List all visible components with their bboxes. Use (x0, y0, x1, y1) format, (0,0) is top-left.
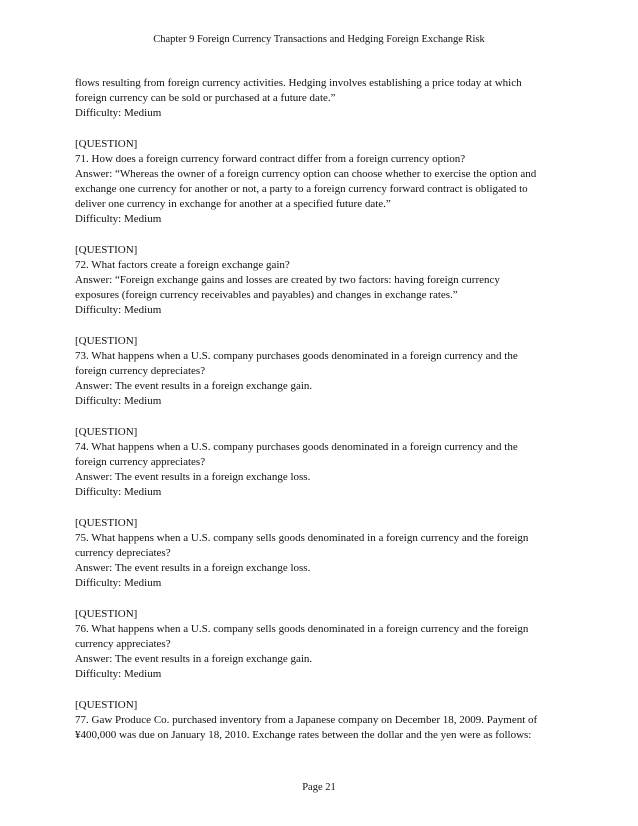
answer-text: Answer: “Whereas the owner of a foreign currency option can choose whether to exercise the option and (75, 168, 537, 180)
difficulty-line: Difficulty: Medium (75, 304, 162, 316)
difficulty-line: Difficulty: Medium (75, 668, 162, 680)
question-tag: [QUESTION] (75, 608, 138, 620)
question-tag: [QUESTION] (75, 517, 138, 529)
question-73 (75, 334, 575, 409)
answer-text: Answer: The event results in a foreign exchange gain. (75, 653, 313, 665)
question-text: 77. Gaw Produce Co. purchased inventory from a Japanese company on December 18, 2009. Payment of (75, 714, 538, 726)
answer-text: Answer: The event results in a foreign exchange loss. (75, 471, 311, 483)
question-tag: [QUESTION] (75, 699, 138, 711)
question-72 (75, 243, 575, 318)
question-tag: [QUESTION] (75, 335, 138, 347)
page-header: Chapter 9 Foreign Currency Transactions and Hedging Foreign Exchange Risk (153, 34, 485, 45)
answer-text: exchange one currency for another or not, a party to a foreign currency forward contract is obligated to (75, 183, 528, 195)
question-tag: [QUESTION] (75, 244, 138, 256)
difficulty-line: Difficulty: Medium (75, 395, 162, 407)
question-text: 75. What happens when a U.S. company sells goods denominated in a foreign currency and the foreign (75, 532, 529, 544)
difficulty-line: Difficulty: Medium (75, 107, 162, 119)
difficulty-line: Difficulty: Medium (75, 486, 162, 498)
question-text: 76. What happens when a U.S. company sells goods denominated in a foreign currency and the foreign (75, 623, 529, 635)
document-body (75, 76, 575, 759)
difficulty-line: Difficulty: Medium (75, 577, 162, 589)
question-text: 71. How does a foreign currency forward contract differ from a foreign currency option? (75, 153, 466, 165)
answer-text: exposures (foreign currency receivables and payables) and changes in exchange rates.” (75, 289, 458, 301)
question-71 (75, 137, 575, 227)
difficulty-line: Difficulty: Medium (75, 213, 162, 225)
page-number: Page 21 (302, 782, 336, 793)
question-74 (75, 425, 575, 500)
text-line: foreign currency can be sold or purchased at a future date.” (75, 92, 336, 104)
question-tag: [QUESTION] (75, 426, 138, 438)
intro-paragraph (75, 76, 575, 121)
question-tag: [QUESTION] (75, 138, 138, 150)
question-text: 74. What happens when a U.S. company purchases goods denominated in a foreign currency and the (75, 441, 518, 453)
question-76 (75, 607, 575, 682)
question-75 (75, 516, 575, 591)
question-text: 72. What factors create a foreign exchange gain? (75, 259, 290, 271)
question-text: 73. What happens when a U.S. company purchases goods denominated in a foreign currency and the (75, 350, 518, 362)
question-text: currency depreciates? (75, 547, 171, 559)
answer-text: Answer: The event results in a foreign exchange loss. (75, 562, 311, 574)
question-text: foreign currency depreciates? (75, 365, 206, 377)
answer-text: deliver one currency in exchange for another at a specified future date.” (75, 198, 391, 210)
answer-text: Answer: “Foreign exchange gains and losses are created by two factors: having foreign currency (75, 274, 500, 286)
text-line: flows resulting from foreign currency activities. Hedging involves establishing a price today at which (75, 77, 522, 89)
question-text: foreign currency appreciates? (75, 456, 206, 468)
question-77 (75, 698, 575, 743)
answer-text: Answer: The event results in a foreign exchange gain. (75, 380, 313, 392)
question-text: ¥400,000 was due on January 18, 2010. Exchange rates between the dollar and the yen were as follows: (75, 729, 532, 741)
question-text: currency appreciates? (75, 638, 171, 650)
